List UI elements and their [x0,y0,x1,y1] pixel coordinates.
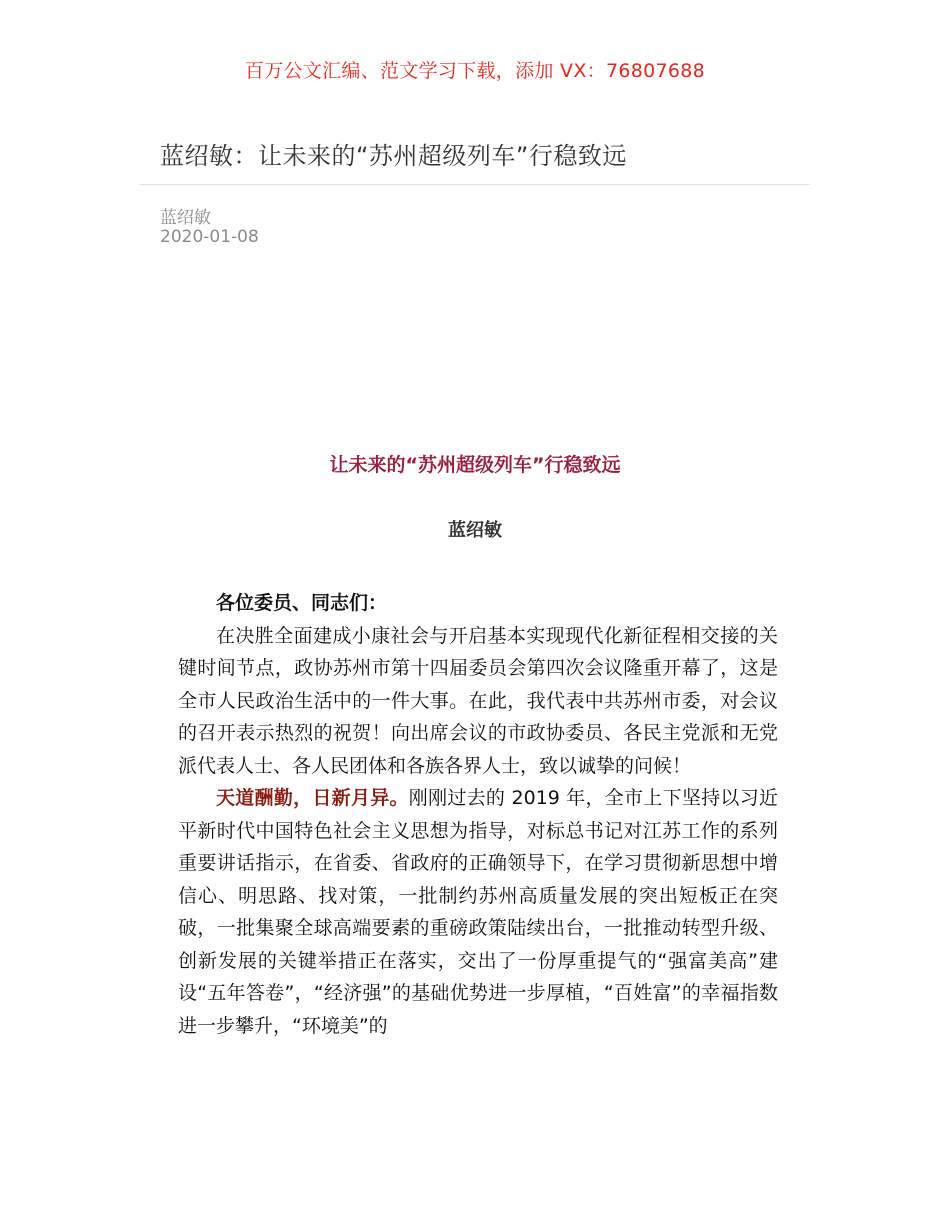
article-author: 蓝绍敏 [448,520,502,541]
download-banner: 百万公文汇编、范文学习下载，添加 VX：76807688 [244,60,706,82]
header-date: 2020-01-08 [160,227,259,247]
paragraph-2-text: 刚刚过去的 2019 年，全市上下坚持以习近平新时代中国特色社会主义思想为指导，对标总书记对江苏工作的系列重要讲话指示，在省委、省政府的正确领导下，在学习贯彻新思想中增信心、明思路、找对策，一批制约苏州高质量发展的突出短板正在突破，一批集聚全球高端要素的重磅政策陆续出台，一批推动转型升级、创新发展的关键举措正在落实，交出了一份厚重提气的“强富美高”建设“五年答卷”，“经济强”的基础优势进一步厚植，“百姓富”的幸福指数进一步攀升，“环境美”的 [178,787,778,1037]
header-author: 蓝绍敏 [160,208,211,228]
title-divider [140,184,810,185]
paragraph-2-lead: 天道酬勤，日新月异。 [216,787,409,809]
article-title: 让未来的“苏州超级列车”行稳致远 [329,454,621,476]
salutation: 各位委员、同志们： [216,592,388,614]
page-title: 蓝绍敏：让未来的“苏州超级列车”行稳致远 [160,142,627,170]
paragraph-2 [178,782,778,1042]
article-body [178,587,778,1042]
paragraph-1: 在决胜全面建成小康社会与开启基本实现现代化新征程相交接的关键时间节点，政协苏州市第十四届委员会第四次会议隆重开幕了，这是全市人民政治生活中的一件大事。在此，我代表中共苏州市委，对会议的召开表示热烈的祝贺！向出席会议的市政协委员、各民主党派和无党派代表人士、各人民团体和各族各界人士，致以诚挚的问候！ [178,624,778,777]
